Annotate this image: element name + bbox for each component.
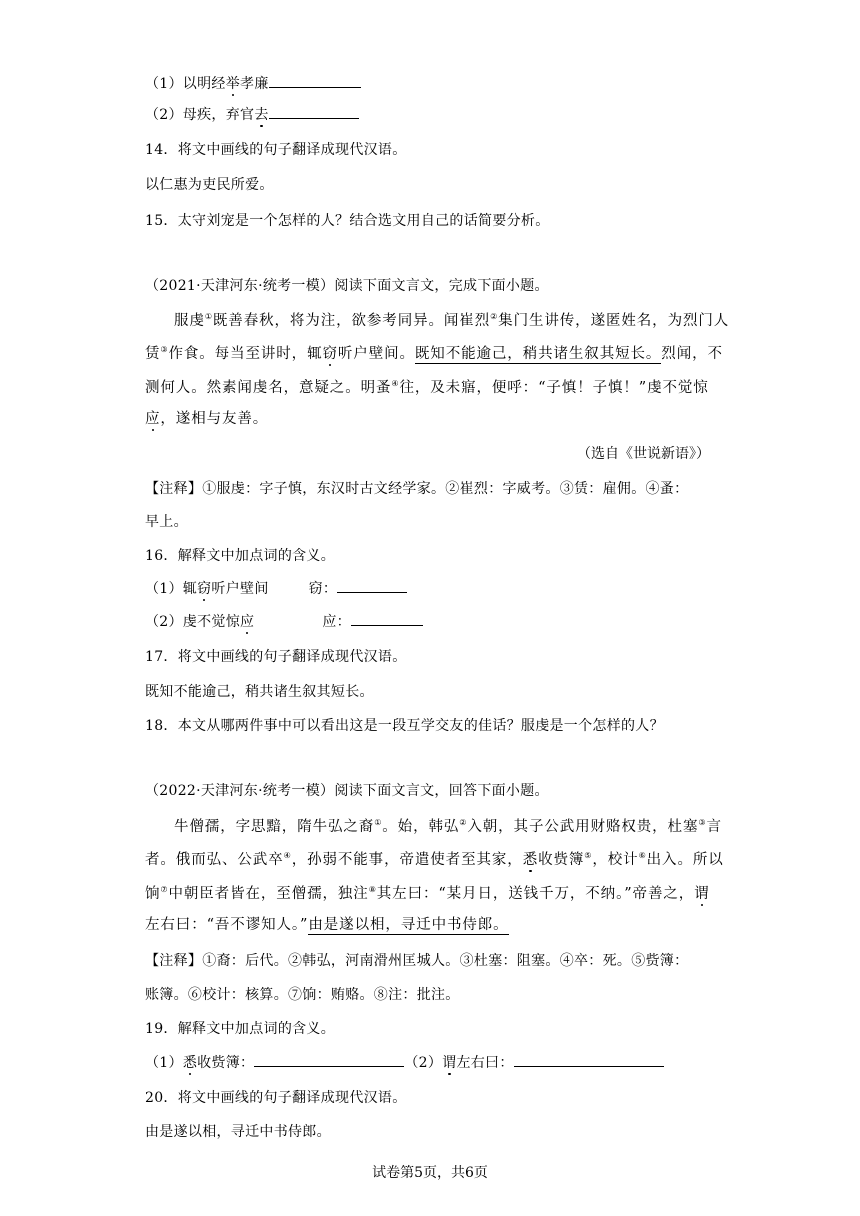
passage2-header: （2021·天津河东·统考一模）阅读下面文言文，完成下面小题。 — [145, 278, 549, 294]
q20-question: 20．将文中画线的句子翻译成现代汉语。 — [145, 1090, 407, 1106]
passage3-note-line-2: 账簿。⑥校计：核算。⑦饷：贿赂。⑧注：批注。 — [145, 987, 460, 1003]
emphasis-dot-char: 悉 — [182, 1055, 198, 1071]
q17-question: 17．将文中画线的句子翻译成现代汉语。 — [145, 649, 407, 665]
q14-question: 14．将文中画线的句子翻译成现代汉语。 — [145, 142, 407, 158]
answer-blank[interactable] — [514, 1052, 664, 1067]
passage2-line-1: 服虔①既善春秋，将为注，欲参考同异。闻崔烈②集门生讲传，遂匿姓名，为烈门人 — [174, 312, 730, 329]
passage3-header: （2022·天津河东·统考一模）阅读下面文言文，回答下面小题。 — [145, 783, 549, 799]
emphasis-dot-char: 去 — [254, 107, 269, 123]
emphasis-dot-char: 举 — [225, 76, 241, 92]
passage3-line-4: 左右曰：“吾不谬知人。”由是遂以相，寻迁中书侍郎。 — [145, 917, 509, 933]
q19-items: （1）悉收赀簿： （2）谓左右曰： — [145, 1052, 664, 1073]
answer-blank[interactable] — [269, 73, 361, 88]
emphasis-dot-char: 谓 — [442, 1055, 457, 1071]
emphasis-dot-char: 窃 — [322, 346, 338, 362]
answer-blank[interactable] — [337, 578, 407, 593]
passage3-line-2: 者。俄而弘、公武卒④，孙弱不能事，帝遣使者至其家，悉收赀簿⑤，校计⑥出入。所以 — [145, 851, 724, 868]
passage3-line-3: 饷⑦中朝臣者皆在，至僧孺，独注⑧其左曰：“某月日，送钱千万，不纳。”帝善之，谓 — [145, 885, 710, 902]
q15-question: 15．太守刘宠是一个怎样的人？结合选文用自己的话简要分析。 — [145, 213, 550, 229]
underlined-sentence: 既知不能逾己，稍共诸生叙其短长。 — [414, 346, 662, 362]
q18-question: 18．本文从哪两件事中可以看出这是一段互学交友的佳话？服虔是一个怎样的人？ — [145, 718, 664, 734]
q20-sentence: 由是遂以相，寻迁中书侍郎。 — [145, 1124, 331, 1140]
q16-question: 16．解释文中加点词的含义。 — [145, 548, 336, 564]
q16-item-1: （1）辄窃听户壁间 窃： — [145, 578, 407, 599]
passage3-note-line-1: 【注释】①裔：后代。②韩弘，河南滑州匡城人。③杜塞：阻塞。④卒：死。⑤赀簿： — [145, 953, 689, 969]
passage2-note-line-2: 早上。 — [145, 514, 188, 530]
q16-item-2: （2）虔不觉惊应 应： — [145, 611, 423, 632]
emphasis-dot-char: 应 — [240, 614, 255, 630]
q17-sentence: 既知不能逾己，稍共诸生叙其短长。 — [145, 684, 374, 700]
passage2-line-2: 赁③作食。每当至讲时，辄窃听户壁间。既知不能逾己，稍共诸生叙其短长。烈闻，不 — [145, 345, 723, 362]
page-footer: 试卷第5页，共6页 — [372, 1165, 488, 1181]
passage3-line-1: 牛僧孺，字思黯，隋牛弘之裔①。始，韩弘②入朝，其子公武用财赂权贵，杜塞③言 — [174, 818, 722, 835]
answer-blank[interactable] — [254, 1052, 404, 1067]
q13-item-2: （2）母疾，弃官去 — [145, 104, 359, 125]
emphasis-dot-char: 谓 — [694, 886, 710, 902]
emphasis-dot-char: 窃 — [197, 581, 212, 597]
q14-sentence: 以仁惠为吏民所爱。 — [145, 177, 274, 193]
emphasis-dot-char: 悉 — [522, 852, 539, 868]
q19-question: 19．解释文中加点词的含义。 — [145, 1021, 336, 1037]
emphasis-dot-char: 应 — [145, 411, 161, 427]
passage2-note-line-1: 【注释】①服虔：字子慎，东汉时古文经学家。②崔烈：字威考。③赁：雇佣。④蚤： — [145, 481, 689, 497]
passage2-source: （选自《世说新语》） — [577, 446, 710, 462]
answer-blank[interactable] — [269, 104, 359, 119]
passage2-line-3: 测何人。然素闻虔名，意疑之。明蚤④往，及未寤，便呼：“子慎！子慎！”虔不觉惊 — [145, 379, 709, 396]
passage2-line-4: 应，遂相与友善。 — [145, 411, 269, 427]
answer-blank[interactable] — [351, 611, 423, 626]
q13-item-1: （1）以明经举孝廉 — [145, 73, 361, 94]
underlined-sentence: 由是遂以相，寻迁中书侍郎。 — [308, 917, 509, 933]
